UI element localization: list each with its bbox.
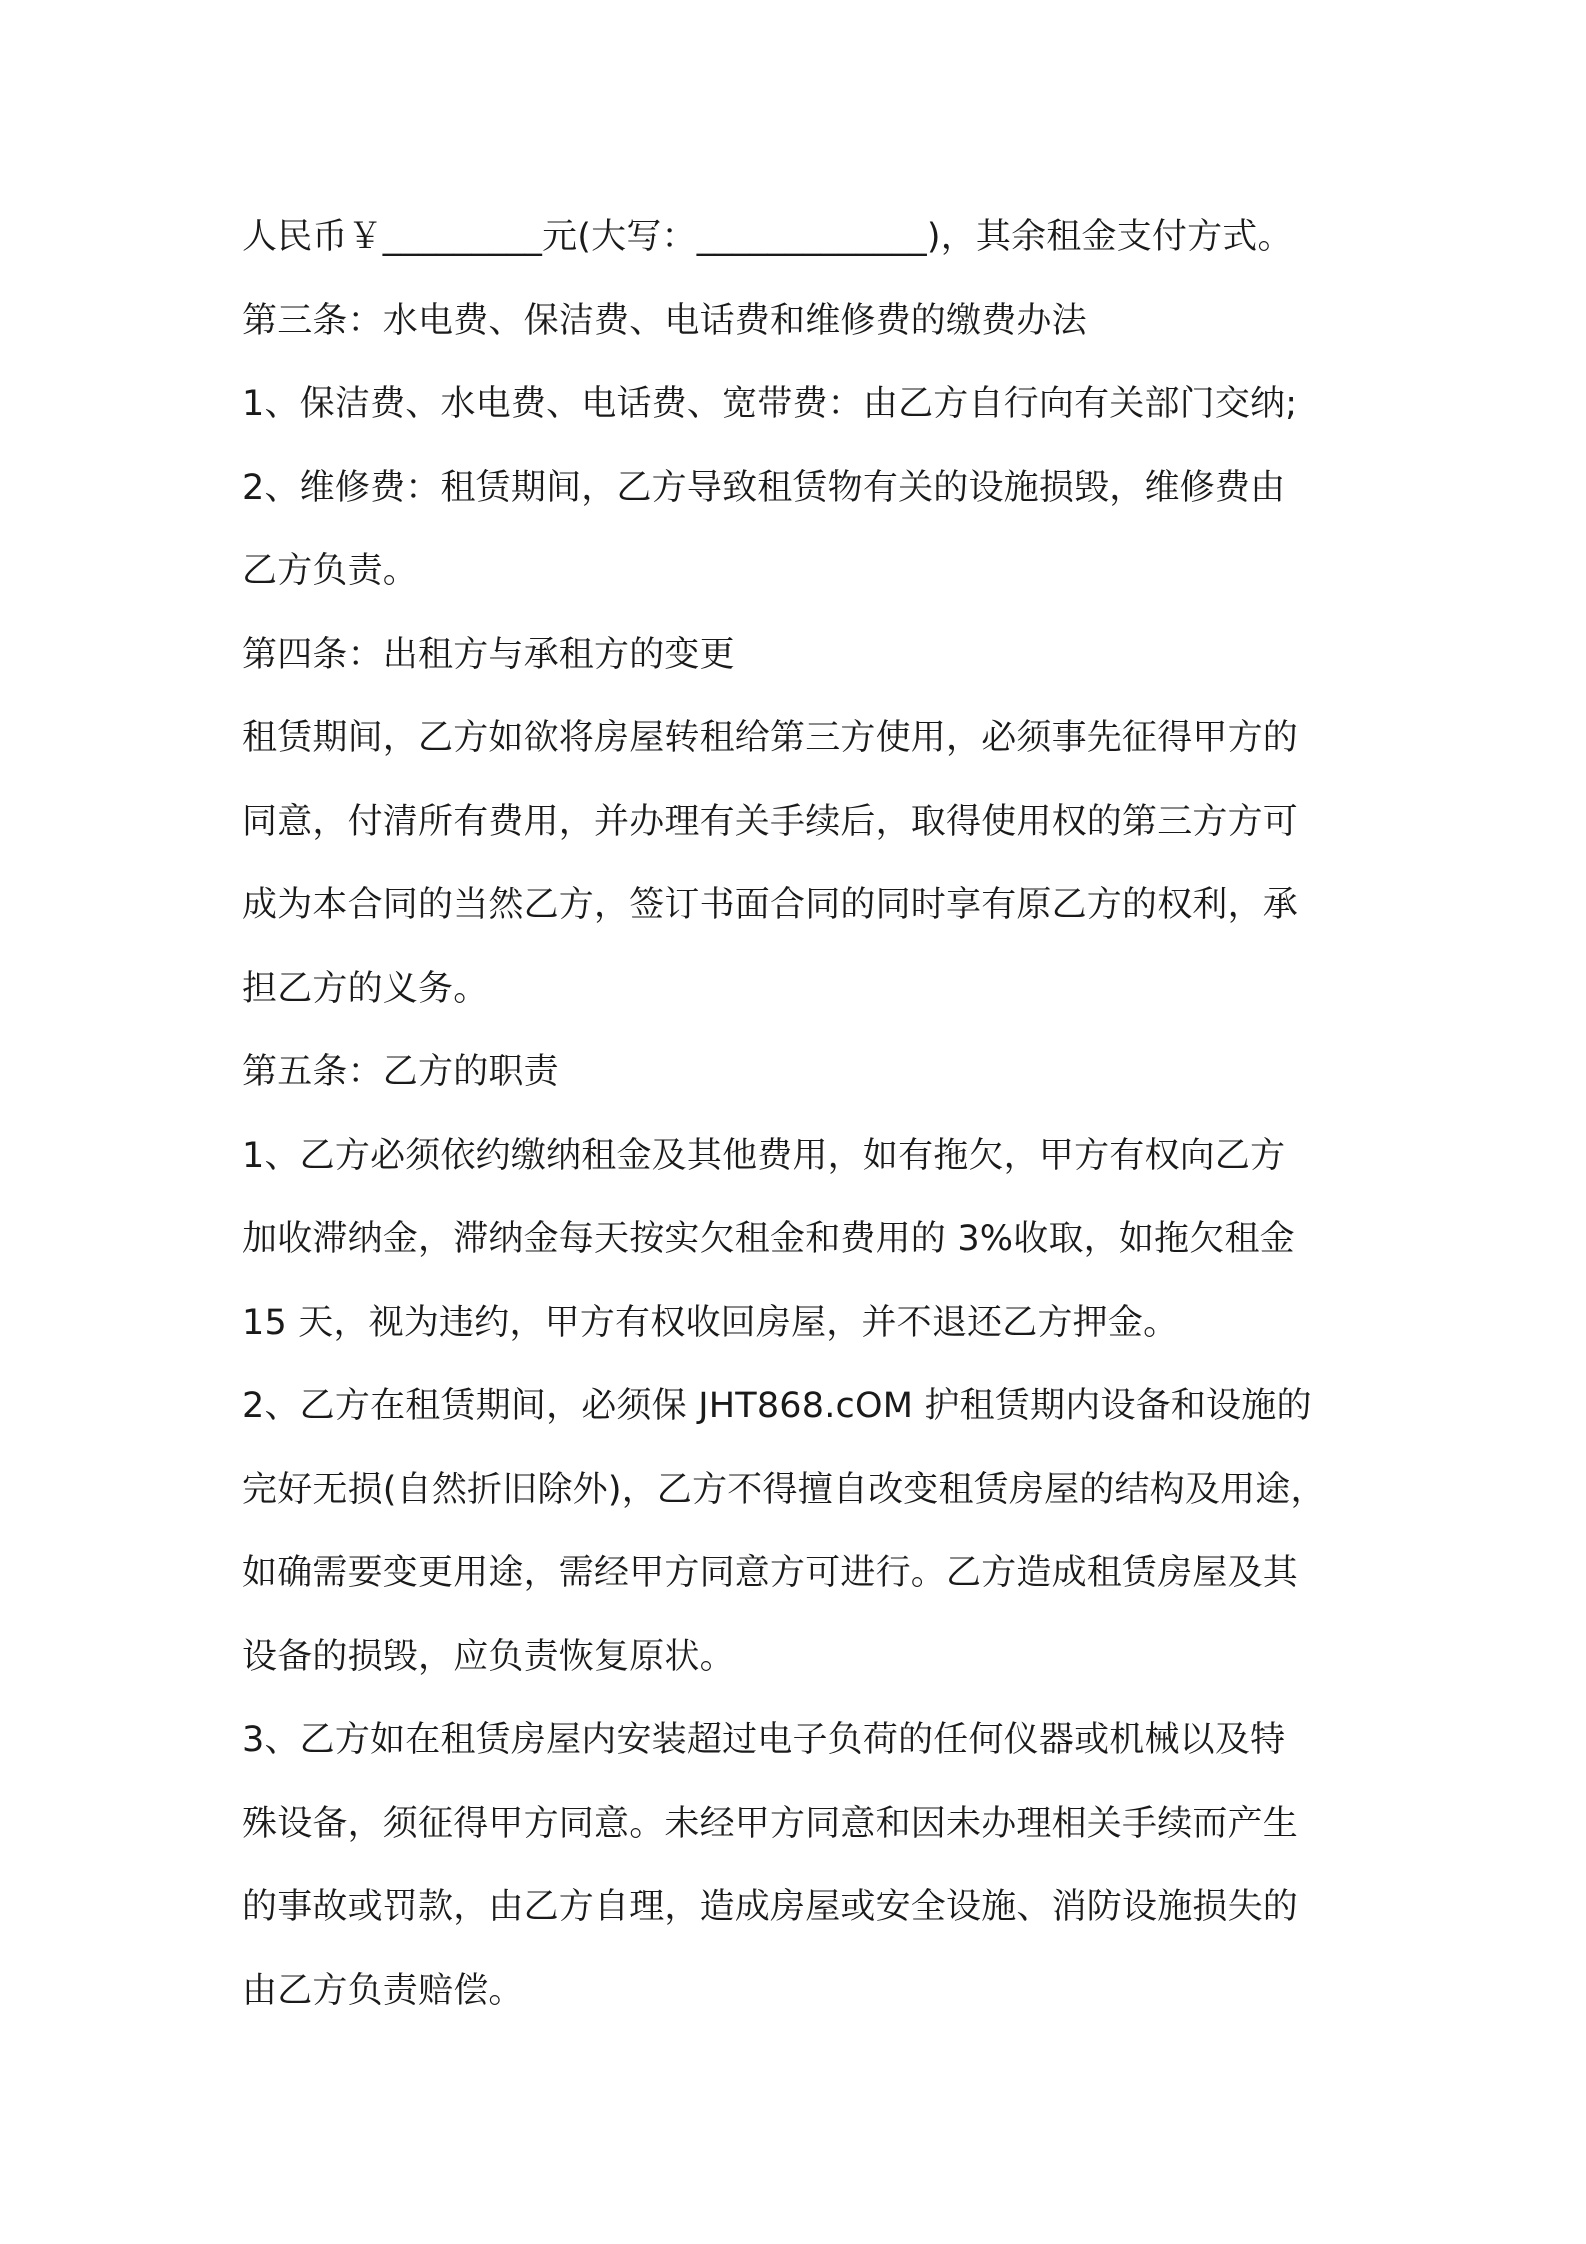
text-line: 乙方负责。 [242,551,419,591]
text-line: 3、乙方如在租赁房屋内安装超过电子负荷的任何仪器或机械以及特 [242,1720,1286,1760]
text-line: 同意，付清所有费用，并办理有关手续后，取得使用权的第三方方可 [242,801,1299,842]
document-body [242,196,1382,2033]
text-line: 人民币￥_________元(大写：_____________)，其余租金支付方式。 [242,217,1293,257]
text-line: 成为本合同的当然乙方，签订书面合同的同时享有原乙方的权利，承 [242,885,1299,925]
text-line: 1、乙方必须依约缴纳租金及其他费用，如有拖欠，甲方有权向乙方 [242,1135,1286,1176]
text-line: 担乙方的义务。 [242,968,489,1009]
text-line: 加收滞纳金，滞纳金每天按实欠租金和费用的 3%收取，如拖欠租金 [242,1219,1295,1259]
text-line: 2、乙方在租赁期间，必须保 JHT868.cOM 护租赁期内设备和设施的 [242,1386,1312,1426]
text-line: 如确需要变更用途，需经甲方同意方可进行。乙方造成租赁房屋及其 [242,1553,1299,1593]
text-line: 15 天，视为违约，甲方有权收回房屋，并不退还乙方押金。 [242,1302,1179,1343]
text-line: 的事故或罚款，由乙方自理，造成房屋或安全设施、消防设施损失的 [242,1887,1299,1927]
section-heading: 第三条：水电费、保洁费、电话费和维修费的缴费办法 [242,300,1087,341]
text-line: 2、维修费：租赁期间，乙方导致租赁物有关的设施损毁，维修费由 [242,467,1286,508]
text-line: 殊设备，须征得甲方同意。未经甲方同意和因未办理相关手续而产生 [242,1803,1299,1844]
text-line: 由乙方负责赔偿。 [242,1970,524,2011]
text-line: 租赁期间，乙方如欲将房屋转租给第三方使用，必须事先征得甲方的 [242,718,1299,758]
section-heading: 第五条：乙方的职责 [242,1052,559,1092]
text-line: 设备的损毁，应负责恢复原状。 [242,1636,735,1677]
text-line: 1、保洁费、水电费、电话费、宽带费：由乙方自行向有关部门交纳; [242,384,1298,424]
text-line: 完好无损(自然折旧除外)，乙方不得擅自改变租赁房屋的结构及用途， [242,1469,1326,1510]
section-heading: 第四条：出租方与承租方的变更 [242,634,735,675]
